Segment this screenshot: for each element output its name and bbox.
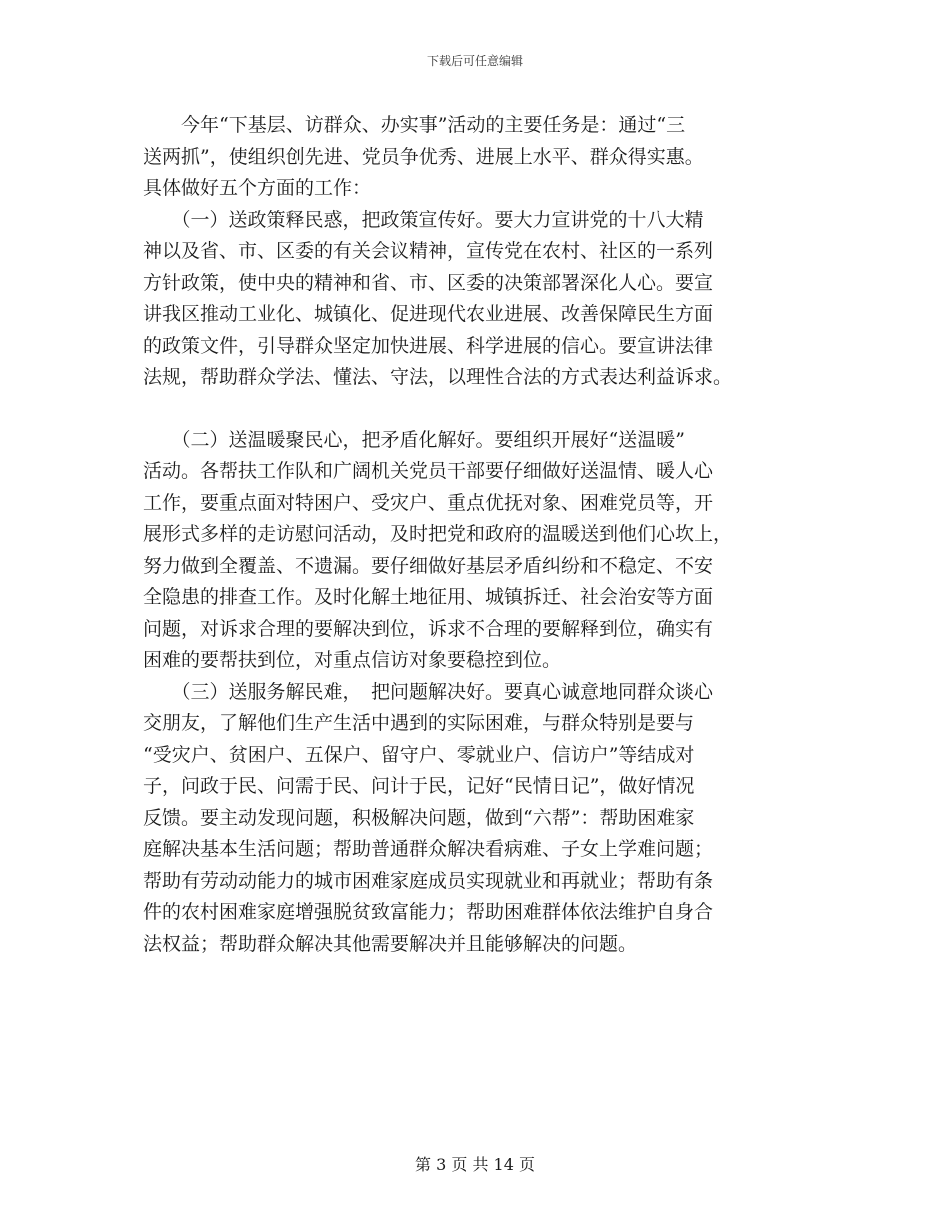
page-footer: 第 3 页 共 14 页 — [415, 1155, 535, 1174]
body-line: 庭解决基本生活问题；帮助普通群众解决看病难、子女上学难问题； — [143, 838, 714, 860]
body-line: 问题，对诉求合理的要解决到位，诉求不合理的要解释到位，确实有 — [143, 617, 714, 640]
body-line: 交朋友，了解他们生产生活中遇到的实际困难，与群众特别是要与 — [143, 712, 695, 734]
page-header: 下载后可任意编辑 — [426, 54, 523, 68]
body-line: 讲我区推动工业化、城镇化、促进现代农业进展、改善保障民生方面 — [143, 303, 714, 325]
body-line: 困难的要帮扶到位，对重点信访对象要稳控到位。 — [143, 649, 562, 671]
body-line: 神以及省、市、区委的有关会议精神，宣传党在农村、社区的一系列 — [143, 240, 714, 262]
body-line: 件的农村困难家庭增强脱贫致富能力；帮助困难群体依法维护自身合 — [143, 901, 714, 923]
body-line: 展形式多样的走访慰问活动，及时把党和政府的温暖送到他们心坎上， — [143, 523, 733, 545]
body-line: （一）送政策释民惑，把政策宣传好。要大力宣讲党的十八大精 — [143, 208, 704, 231]
body-line: （二）送温暖聚民心，把矛盾化解好。要组织开展好“送温暖” — [143, 428, 685, 451]
body-line: 方针政策，使中央的精神和省、市、区委的决策部署深化人心。要宣 — [143, 271, 714, 294]
body-line: 帮助有劳动动能力的城市困难家庭成员实现就业和再就业；帮助有条 — [143, 869, 714, 892]
body-line: 今年“下基层、访群众、办实事”活动的主要任务是：通过“三 — [143, 114, 686, 136]
document-body — [143, 110, 811, 960]
body-line: “受灾户、贫困户、五保户、留守户、零就业户、信访户”等结成对 — [143, 743, 695, 766]
body-line: 全隐患的排查工作。及时化解土地征用、城镇拆迁、社会治安等方面 — [143, 586, 714, 608]
body-line: （三）送服务解民难， 把问题解决好。要真心诚意地同群众谈心 — [143, 680, 714, 703]
body-line: 具体做好五个方面的工作： — [143, 177, 372, 199]
body-line: 反馈。要主动发现问题，积极解决问题，做到“六帮”：帮助困难家 — [143, 806, 695, 829]
body-line: 活动。各帮扶工作队和广阔机关党员干部要仔细做好送温情、暖人心 — [143, 460, 714, 482]
body-line: 努力做到全覆盖、不遗漏。要仔细做好基层矛盾纠纷和不稳定、不安 — [143, 554, 714, 577]
paragraph-gap — [143, 394, 811, 425]
body-line: 法规，帮助群众学法、懂法、守法，以理性合法的方式表达利益诉求。 — [143, 366, 733, 388]
body-line: 的政策文件，引导群众坚定加快进展、科学进展的信心。要宣讲法律 — [143, 334, 714, 357]
body-line: 送两抓”，使组织创先进、党员争优秀、进展上水平、群众得实惠。 — [143, 145, 704, 168]
body-line: 子，问政于民、问需于民、问计于民，记好“民情日记”，做好情况 — [143, 775, 695, 797]
body-line: 工作，要重点面对特困户、受灾户、重点优抚对象、困难党员等，开 — [143, 491, 714, 514]
body-line: 法权益；帮助群众解决其他需要解决并且能够解决的问题。 — [143, 932, 638, 955]
